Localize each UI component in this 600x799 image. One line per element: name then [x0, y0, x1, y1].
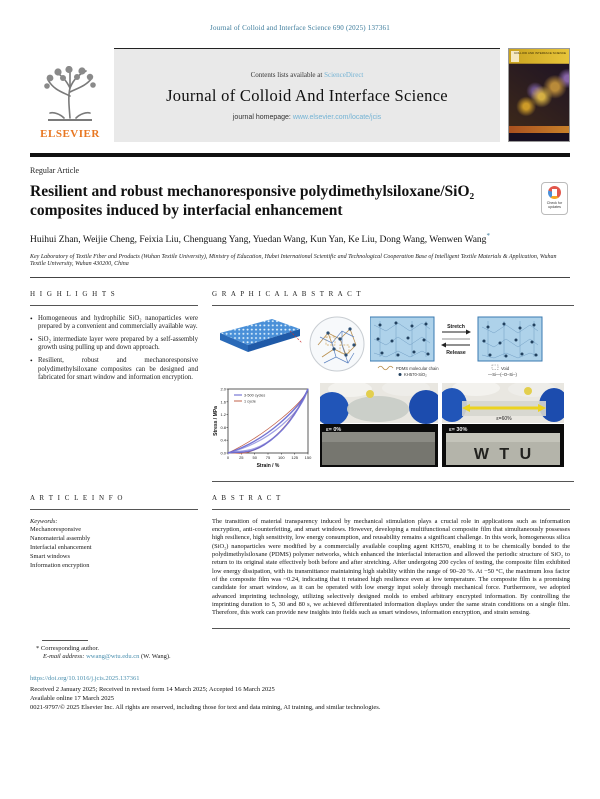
email-link[interactable]: wwang@wtu.edu.cn — [86, 653, 140, 661]
highlights-column — [30, 290, 198, 482]
svg-text:0.0: 0.0 — [220, 450, 226, 456]
contents-line — [251, 71, 364, 79]
svg-text:1.2: 1.2 — [220, 411, 226, 417]
info-abstract-section — [30, 494, 570, 629]
citation-header: Journal of Colloid and Interface Science 690 (2025) 137361 — [210, 24, 390, 32]
keyword: Information encryption — [30, 561, 90, 569]
sciencedirect-link[interactable]: ScienceDirect — [324, 70, 364, 79]
svg-text:125: 125 — [291, 454, 299, 460]
keyword: Smart windows — [30, 552, 70, 560]
graphical-abstract-figure — [212, 315, 574, 471]
article-info-heading: A R T I C L E I N F O — [30, 494, 198, 510]
author-list — [30, 230, 510, 247]
cover-footer-band — [509, 126, 569, 133]
corresponding-author-note: * Corresponding author. — [36, 644, 100, 652]
email-line — [36, 653, 570, 662]
abstract-heading: A B S T R A C T — [212, 494, 570, 510]
highlight-item: • SiO₂ intermediate layer were prepared by a self-assembly growth using pulling up and down approach. — [30, 336, 198, 353]
highlight-item: • Resilient, robust and mechanoresponsive polydimethylsiloxane composites can be designed and fabricated for smart window and information encryption. — [30, 357, 198, 383]
keyword: Mechanoresponsive — [30, 526, 82, 534]
copyright-line: 0021-9797/© 2025 Elsevier Inc. All rights are reserved, including those for text and data mining, AI training, and similar technologies. — [30, 703, 381, 711]
highlights-heading: H I G H L I G H T S — [30, 290, 198, 306]
legend-pdms-label: PDMS molecular chain — [396, 365, 439, 371]
photo2-wtu-text: W T U — [473, 445, 535, 463]
email-suffix: (W. Wang). — [139, 653, 171, 661]
keywords-block — [30, 518, 198, 571]
chart-legend-cycles: 3-500 cycles — [244, 393, 266, 398]
abstract-column — [212, 494, 570, 629]
footnote-block — [30, 640, 570, 662]
contents-prefix: Contents lists available at — [250, 70, 325, 79]
chart-legend-1cycle: 1 cycle — [244, 399, 256, 404]
photo2-strain-label: ε= 30% — [449, 426, 468, 433]
legend-bond-label: —Si—(–O–Si–) — [488, 371, 517, 377]
svg-text:75: 75 — [265, 454, 271, 460]
homepage-link[interactable]: www.elsevier.com/locate/jcis — [292, 113, 382, 121]
crossmark-icon — [548, 186, 561, 199]
svg-text:1.6: 1.6 — [220, 398, 226, 404]
homepage-line — [233, 114, 381, 121]
svg-text:50: 50 — [252, 454, 257, 460]
corresponding-author-mark: * — [486, 232, 490, 240]
patterned-film-schematic — [212, 315, 304, 373]
article-type-label: Regular Article — [30, 166, 80, 175]
photo-strain-0 — [320, 383, 438, 467]
doi-link[interactable]: https://doi.org/10.1016/j.jcis.2025.137361 — [30, 674, 140, 682]
keywords-label: Keywords: — [30, 517, 58, 525]
received-line: Received 2 January 2025; Received in revised form 14 March 2025; Accepted 16 March 2025 — [30, 685, 275, 693]
author-names: Huihui Zhan, Weijie Cheng, Feixia Liu, Chenguang Yang, Yuedan Wang, Kun Yan, Ke Liu, Dong Wang, Wenwen Wang — [30, 235, 487, 246]
stretch-release-schematic — [370, 315, 574, 377]
graphical-abstract-heading: G R A P H I C A L A B S T R A C T — [212, 290, 574, 306]
legend-kh570-label: KH570-SiO₂ — [404, 371, 427, 377]
keyword: Nanomaterial assembly — [30, 535, 91, 543]
photo2-arrow-label: ε=60% — [496, 415, 512, 422]
svg-text:25: 25 — [239, 454, 244, 460]
svg-text:0: 0 — [226, 454, 230, 460]
title-section-rule — [30, 277, 570, 278]
header-rule — [30, 153, 570, 157]
svg-text:150: 150 — [304, 454, 312, 460]
homepage-prefix: journal homepage: — [232, 113, 293, 121]
masthead-banner — [30, 48, 570, 142]
cover-caption: COLLOID AND INTERFACE SCIENCE — [513, 51, 566, 55]
check-for-updates-badge[interactable] — [541, 182, 568, 215]
photo-strain-30 — [442, 383, 564, 467]
graphical-abstract-column — [212, 290, 574, 482]
masthead-box — [114, 48, 500, 142]
available-online-line: Available online 17 March 2025 — [30, 694, 114, 702]
void-icon — [492, 365, 498, 370]
footnote-rule — [42, 640, 88, 641]
chart-xlabel: Strain / % — [256, 462, 280, 469]
keyword: Interfacial enhancement — [30, 544, 92, 552]
release-label: Release — [446, 349, 466, 356]
cover-artwork — [508, 63, 570, 133]
svg-text:0.8: 0.8 — [220, 424, 226, 430]
footer-block — [30, 674, 570, 712]
legend-void-label: Void — [501, 365, 510, 371]
article-info-column — [30, 494, 198, 629]
journal-cover-thumbnail — [508, 48, 570, 142]
network-zoom-circle — [308, 315, 366, 373]
svg-text:0.4: 0.4 — [220, 437, 226, 443]
stress-strain-chart — [212, 383, 312, 471]
pdms-chain-icon — [378, 366, 393, 370]
photo1-strain-label: ε= 0% — [326, 426, 342, 433]
svg-text:2.0: 2.0 — [220, 386, 226, 392]
elsevier-tree-icon — [42, 66, 98, 128]
elsevier-logo — [30, 48, 110, 142]
abstract-text: The transition of material transparency induced by mechanical stimulation plays a crucial role in applications such as information encryption, anti-counterfeiting, and smart windows. However, developing a multifunctional composite film that simultaneously possesses high resilience, high sensitivity, low energy consumption, and reusability remains a significant challenge. In this work, homogeneous silica (SiO₂) nanoparticles were modified by a commercially available coupling agent KH570, enabling it to be chemically bonded to the polydimethylsiloxane (PDMS) polymer networks, which enhanced the interfacial interaction and allowed the periodic structure of SiO₂ to return to its original state effectively both before and after stretching. After undergoing 200 cycles of testing, the composite film exhibited low energy dissipation, with its transmittance maintaining high stability within the range of 90–20 %. At −50 °C, the maximum loss factor of the composite film was ~0.24, indicating that it retained high resilience even at low temperature. The composite film is a promising candidate for smart window, as it can be operated with low energy input solely through mechanical force. Furthermore, we adopted advanced imprinting technology, utilizing selectively designed molds to embed arbitrary encrypted information. By controlling the imprinting duration to 5, 30 and 80 s, we achieved differentiated information displays under the same strain conditions on a single film. Therefore, this work can provide new insights into fields such as smart windows, information encryption, and strain sensing. — [212, 517, 570, 617]
article-title: Resilient and robust mechanoresponsive polydimethylsiloxane/SiO₂ composites induced by interfacial enhancement — [30, 183, 475, 219]
svg-text:100: 100 — [277, 454, 285, 460]
highlights-ga-section — [30, 290, 570, 482]
elsevier-wordmark: ELSEVIER — [40, 128, 100, 140]
affiliation: Key Laboratory of Textile Fiber and Products (Wuhan Textile University), Ministry of Education, Hubei International Scientific and Technological Cooperation Base of Intelligent Textile Materials & Application, Wuhan Textile University, Wuhan 430200, China — [30, 253, 557, 268]
chart-ylabel: Stress / MPa — [213, 405, 219, 436]
email-label: E-mail address: — [43, 653, 87, 661]
kh570-sio2-icon — [399, 373, 402, 376]
highlights-list — [30, 315, 198, 383]
highlight-item: • Homogeneous and hydrophilic SiO₂ nanoparticles were prepared by a convenient and commercially available way. — [30, 315, 198, 332]
check-updates-label: Check for updates — [546, 201, 563, 210]
stretch-label: Stretch — [447, 323, 465, 330]
journal-title: Journal of Colloid And Interface Science — [166, 85, 448, 105]
